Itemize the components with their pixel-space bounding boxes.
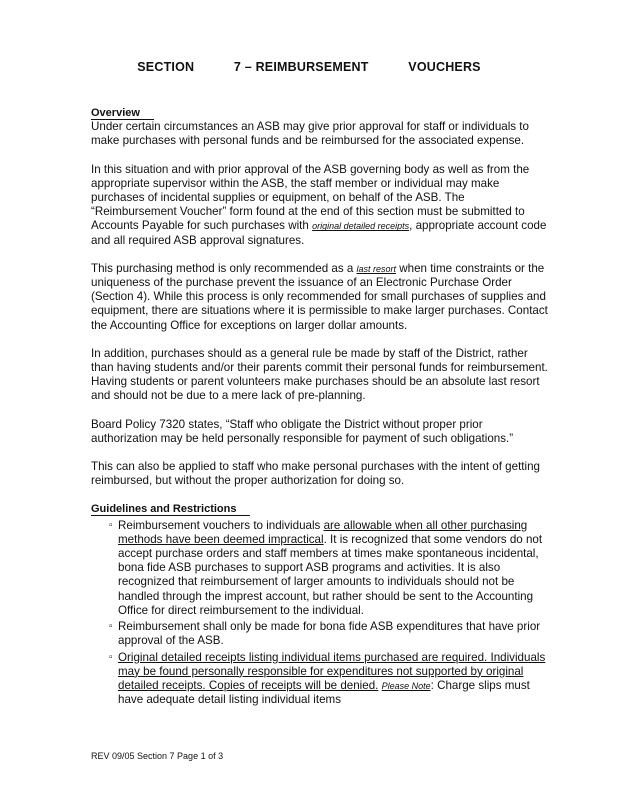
item3-note: Please Note bbox=[381, 680, 431, 691]
overview-paragraph-1: Under certain circumstances an ASB may give prior approval for staff or individuals to make purchases with personal funds and be reimbursed for the associated expense. bbox=[91, 120, 529, 148]
overview-paragraph-6: This can also be applied to staff who make personal purchases with the intent of getting reimbursed, but without the proper authorization for doing so. bbox=[91, 460, 540, 488]
overview-paragraph-5: Board Policy 7320 states, “Staff who obligate the District without proper prior authorization may be held personally responsible for payment of such obligations.” bbox=[91, 417, 514, 445]
item3-text-b: : Charge slips must have adequate detail listing individual items bbox=[118, 678, 530, 707]
item1-underlined: are allowable when all other purchasing methods have been deemed impractical bbox=[118, 518, 528, 546]
bullet-icon: ▫ bbox=[109, 621, 113, 633]
p3-text-a: This purchasing method is only recommended as a bbox=[91, 261, 354, 275]
title-word: VOUCHERS bbox=[408, 60, 481, 74]
title-number: 7 – REIMBURSEMENT bbox=[233, 60, 369, 74]
p3-text-b: when time constraints or the uniqueness of the purchase prevent the issuance of an Electronic Purchase Order (Section 4). While this process is only recommended for small purchases of supplies and equipment, there are situations where it is permissible to make larger purchases. Contact the Accounting Office for exceptions on larger dollar amounts. bbox=[91, 261, 548, 332]
page-title bbox=[0, 60, 618, 74]
title-section: SECTION bbox=[137, 60, 195, 74]
guidelines-list bbox=[91, 519, 551, 708]
p2-text-a: In this situation and with prior approval of the ASB governing body as well as from the appropriate supervisor within the ASB, the staff member or individual may make purchases of incidental supplies or equipment, on behalf of the ASB. The “Reimbursement Voucher” form found at the end of this section must be submitted to Accounts Payable for such purchases with bbox=[91, 162, 530, 233]
page-footer: REV 09/05 Section 7 Page 1 of 3 bbox=[91, 751, 224, 761]
item2-text: Reimbursement shall only be made for bona fide ASB expenditures that have prior approval of the ASB. bbox=[118, 620, 541, 648]
document-body bbox=[91, 106, 551, 709]
p2-text-b: , appropriate account code and all required ASB approval signatures. bbox=[91, 219, 547, 247]
p2-underlined: original detailed receipts bbox=[312, 221, 410, 232]
item1-text-a: Reimbursement vouchers to individuals bbox=[118, 518, 321, 532]
bullet-icon: ▫ bbox=[109, 519, 113, 531]
guidelines-heading: Guidelines and Restrictions bbox=[91, 503, 250, 516]
list-item bbox=[91, 620, 551, 648]
item1-text-b: . It is recognized that some vendors do not accept purchase orders and staff members at times make spontaneous incidental, bona fide ASB purchases to support ASB programs and activities. It is also recognized that reimbursement of larger amounts to individuals should not be handled through the imprest account, but rather should be sent to the Accounting Office for direct reimbursement to the individual. bbox=[118, 532, 543, 617]
list-item bbox=[91, 651, 551, 708]
list-item bbox=[91, 519, 551, 618]
item3-underlined: Original detailed receipts listing individual items purchased are required. Individuals may be found personally responsible for expenditures not supported by original detailed receipts. Copies of receipts will be denied. bbox=[118, 650, 546, 692]
overview-paragraph-4: In addition, purchases should as a general rule be made by staff of the District, rather than having students and/or their parents commit their personal funds for reimbursement. Having students or parent volunteers make purchases should be an absolute last resort and should not be due to a mere lack of pre-planning. bbox=[91, 346, 548, 403]
overview-paragraph-3 bbox=[91, 262, 551, 333]
overview-paragraph-2 bbox=[91, 163, 551, 248]
overview-heading: Overview bbox=[91, 107, 154, 120]
bullet-icon: ▫ bbox=[109, 651, 113, 663]
p3-underlined: last resort bbox=[356, 263, 397, 274]
